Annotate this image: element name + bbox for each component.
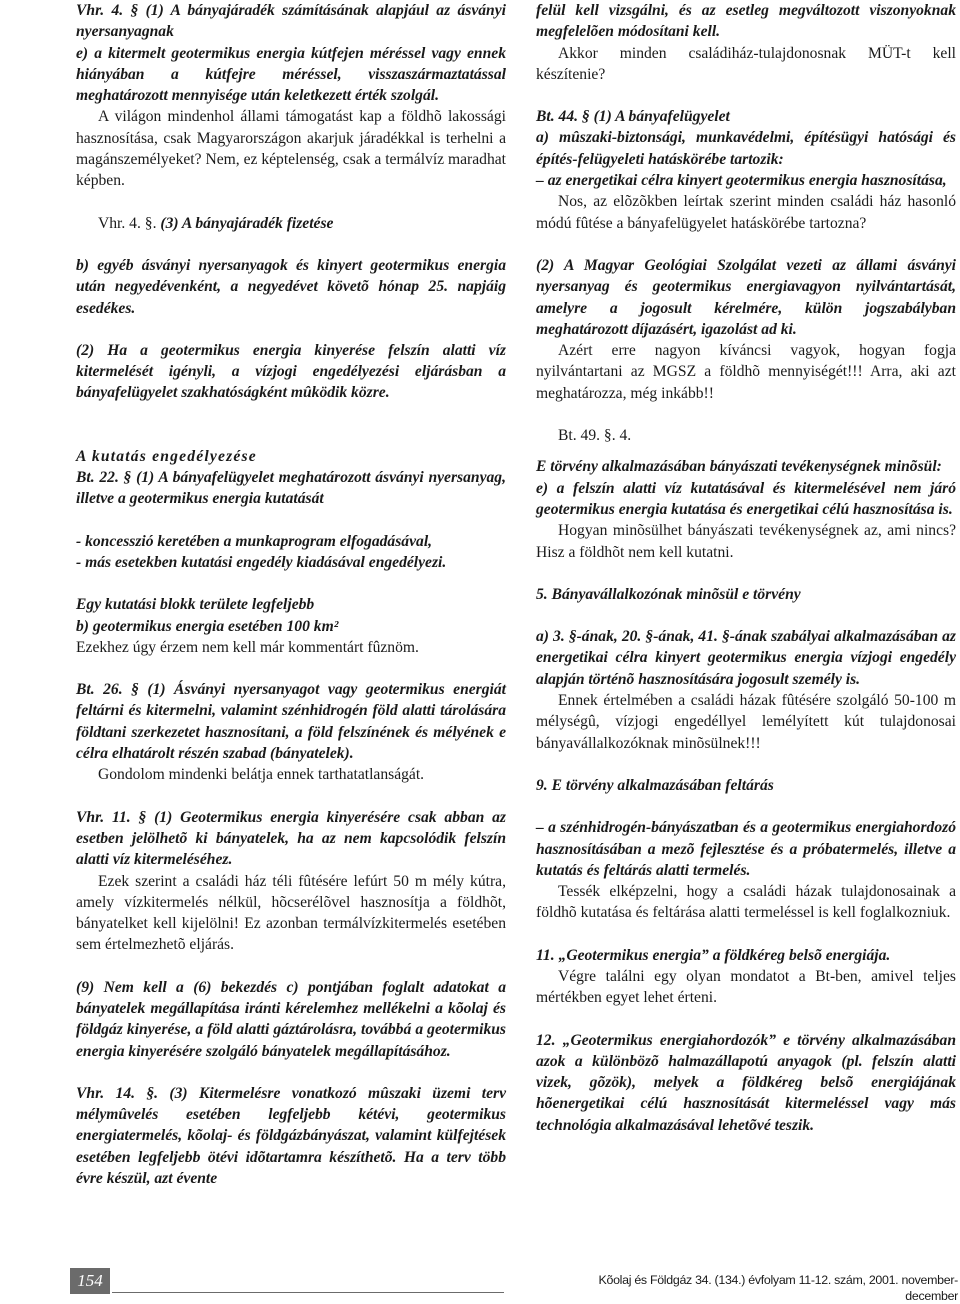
paragraph-spacer [76,956,506,977]
left-paragraph: (2) Ha a geotermikus energia kinyerése felszín alatti víz kitermelését igényli, a vízjogi engedélyezési eljárásban a bányafelügyelet szakhatóságként mûködik közre. [76,341,506,402]
left-paragraph: Vhr. 11. § (1) Geotermikus energia kinyerésére csak abban az esetben jelölhetõ ki bányatelek, ha az nem kapcsolódik felszín alatti víz kitermeléséhez. [76,808,506,869]
paragraph-spacer [76,510,506,531]
paragraph-spacer [536,446,956,456]
paragraph-spacer [536,563,956,584]
right-paragraph: Bt. 44. § (1) A bányafelügyelet [536,108,730,126]
right-paragraph: 9. E törvény alkalmazásában feltárás [536,776,774,794]
journal-citation: Kõolaj és Földgáz 34. (134.) évfolyam 11-12. szám, 2001. november-december [598,1273,958,1303]
paragraph-spacer [536,404,956,425]
right-paragraph: e) a felszín alatti víz kutatásával és kitermelésével nem járó geotermikus energia kutatása és energetikai célú hasznosítása is. [536,479,956,518]
right-paragraph: Tessék elképzelni, hogy a családi házak tulajdonosainak a földhõ kutatása és feltárása alatti termeléssel is kell foglalkozniuk. [536,883,956,922]
left-paragraph: - más esetekben kutatási engedély kiadásával engedélyezi. [76,553,447,571]
left-paragraph: A kutatás engedélyezése [76,447,257,465]
left-paragraph: A világon mindenhol állami támogatást kap a földhõ lakossági hasznosítása, csak Magyarországon akarjuk járadékkal is terhelni a magánszemélyeket? Nem, ez képtelenség, csak a termálvíz maradhat képben. [76,108,506,190]
paragraph-spacer [76,425,506,446]
right-paragraph: 12. „Geotermikus energiahordozók” e törvény alkalmazásában azok a különbözõ halmazállapotú anyagok (pl. felszín alatti vizek, gõzök), melyek a földkéreg belsõ energiájának hõenergetikai célú hasznosítását kitermeléssel vagy más technológia alkalmazásával lehetõvé teszik. [536,1031,956,1134]
right-paragraph: Azért erre nagyon kíváncsi vagyok, hogyan fogja nyilvántartani az MGSZ a földhõ mennyiségét!!! Arra, aki azt meghatározza, még inkább!! [536,342,956,402]
page-number: 154 [70,1268,110,1294]
paragraph-spacer [76,319,506,340]
right-paragraph: E törvény alkalmazásában bányászati tevékenységnek minõsül: [536,458,942,476]
paragraph-spacer [76,573,506,594]
right-paragraph: felül kell vizsgálni, és az esetleg megváltozott viszonyoknak megfelelõen módosítani kell. [536,2,956,41]
left-paragraph: b) geotermikus energia esetében 100 km² [76,617,339,635]
right-paragraph: Bt. 49. §. 4. [558,427,632,445]
left-paragraph: Egy kutatási blokk területe legfeljebb [76,596,315,614]
paragraph-spacer [76,404,506,425]
paragraph-spacer [536,754,956,775]
left-paragraph: Gondolom mindenki belátja ennek tarthatatlanságát. [98,766,425,784]
right-paragraph: Nos, az elõzõkben leírtak szerint minden családi ház hasonló módú fûtése a bányafelügyelet hatáskörébe tartozna? [536,193,956,232]
left-paragraph: - koncesszió keretében a munkaprogram elfogadásával, [76,532,433,550]
footer-rule-left [112,1292,504,1293]
right-paragraph: a) mûszaki-biztonsági, munkavédelmi, építésügyi hatósági és építés-felügyeleti hatáskörébe tartozik: [536,129,956,168]
right-column [536,0,956,1136]
right-paragraph: 11. „Geotermikus energia” a földkéreg belsõ energiája. [536,946,891,964]
right-paragraph: Akkor minden családiház-tulajdonosnak MÜT-t kell készítenie? [536,44,956,83]
paragraph-spacer [536,796,956,817]
right-paragraph: – az energetikai célra kinyert geotermikus energia hasznosítása, [536,172,947,190]
left-paragraph: Bt. 26. § (1) Ásványi nyersanyagot vagy geotermikus energiát feltárni és kitermelni, valamint szénhidrogén föld alatti tárolására földtani szerkezetet hasznosítani, a föld felszínének és mélyének e célra elhatárolt részén szabad (bányatelek). [76,681,506,763]
right-paragraph: 5. Bányavállalkozónak minõsül e törvény [536,585,801,603]
left-paragraph: Vhr. 14. §. (3) Kitermelésre vonatkozó mûszaki üzemi terv mélymûvelés esetében legfeljebb kétévi, geotermikus energiatermelés, kõolaj- és földgázbányászat, valamint külfejtések esetében legfeljebb ötévi idõtartamra készíthetõ. Ha a terv több évre készül, azt évente [76,1084,506,1188]
left-paragraph: Ezek szerint a családi ház téli fûtésére lefúrt 50 m mély kútra, amely vízkitermelés nélkül, hõcserélõvel hasznosítja a földhõt, bányatelket kell kijelölni! Ez azonban termálvízkitermelés esetében sem értelmezhetõ eljárás. [76,872,506,954]
left-paragraph: Ezekhez úgy érzem nem kell már kommentárt fûznöm. [76,638,419,656]
left-paragraph: Vhr. 4. § (1) A bányajáradék számításának alapjául az ásványi nyersanyagnak [76,2,506,41]
paragraph-spacer [76,786,506,807]
left-column [76,0,506,1189]
right-paragraph: (2) A Magyar Geológiai Szolgálat vezeti az állami ásványi nyersanyag és geotermikus energiavagyon nyilvántartását, amelyre a jogosult kérelmére, külön jogszabályban meghatározott díjazásért, igazolást ad ki. [536,256,956,338]
paragraph-spacer [536,605,956,626]
paragraph-spacer [76,192,506,213]
paragraph-spacer [536,924,956,945]
left-paragraph [76,213,506,234]
paragraph-spacer [76,658,506,679]
right-paragraph: Végre találni egy olyan mondatot a Bt-ben, amivel teljes mértékben egyet lehet érteni. [536,967,956,1007]
left-paragraph: e) a kitermelt geotermikus energia kútfejen méréssel vagy ennek hiányában a kútfejre méréssel, visszaszármaztatással meghatározott mennyisége után keletkezett érték szolgál. [76,44,506,105]
paragraph-spacer [536,234,956,255]
right-paragraph: Hogyan minõsülhet bányászati tevékenységnek az, ami nincs? Hisz a földhõt nem kell kutatni. [536,522,956,561]
paragraph-spacer [536,85,956,106]
right-paragraph: Ennek értelmében a családi házak fûtésére szolgáló 50-100 m mélységû, vízjogi engedéllyel lemélyített kút tulajdonosai bányavállalkozóknak minõsülnek!!! [536,692,956,752]
paragraph-spacer [76,234,506,255]
section-reference: Vhr. 4. §. [98,214,161,232]
left-paragraph: b) egyéb ásványi nyersanyagok és kinyert geotermikus energia után negyedévenként, a negyedévet követõ hónap 25. napjáig esedékes. [76,256,506,317]
quoted-law-text: (3) A bányajáradék fizetése [160,214,334,232]
right-paragraph: a) 3. §-ának, 20. §-ának, 41. §-ának szabályai alkalmazásában az energetikai célra kinyert geotermikus energia vízjogi engedély alapján történõ hasznosítására jogosult személy is. [536,628,956,688]
left-paragraph: Bt. 22. § (1) A bányafelügyelet meghatározott ásványi nyersanyag, illetve a geotermikus energia kutatását [76,469,506,508]
paragraph-spacer [76,1062,506,1083]
right-paragraph: – a szénhidrogén-bányászatban és a geotermikus energiahordozó hasznosításában a mezõ fejlesztése és a próbatermelés, illetve a kutatás és feltárás alatti termelés. [536,819,956,879]
left-paragraph: (9) Nem kell a (6) bekezdés c) pontjában foglalt adatokat a bányatelek megállapítása iránti kérelemhez mellékelni a kõolaj és földgáz kinyerése, a föld alatti gáztárolásra, továbbá a geotermikus energia kinyerésére szolgáló bányatelek megállapításához. [76,978,506,1060]
paragraph-spacer [536,1009,956,1030]
